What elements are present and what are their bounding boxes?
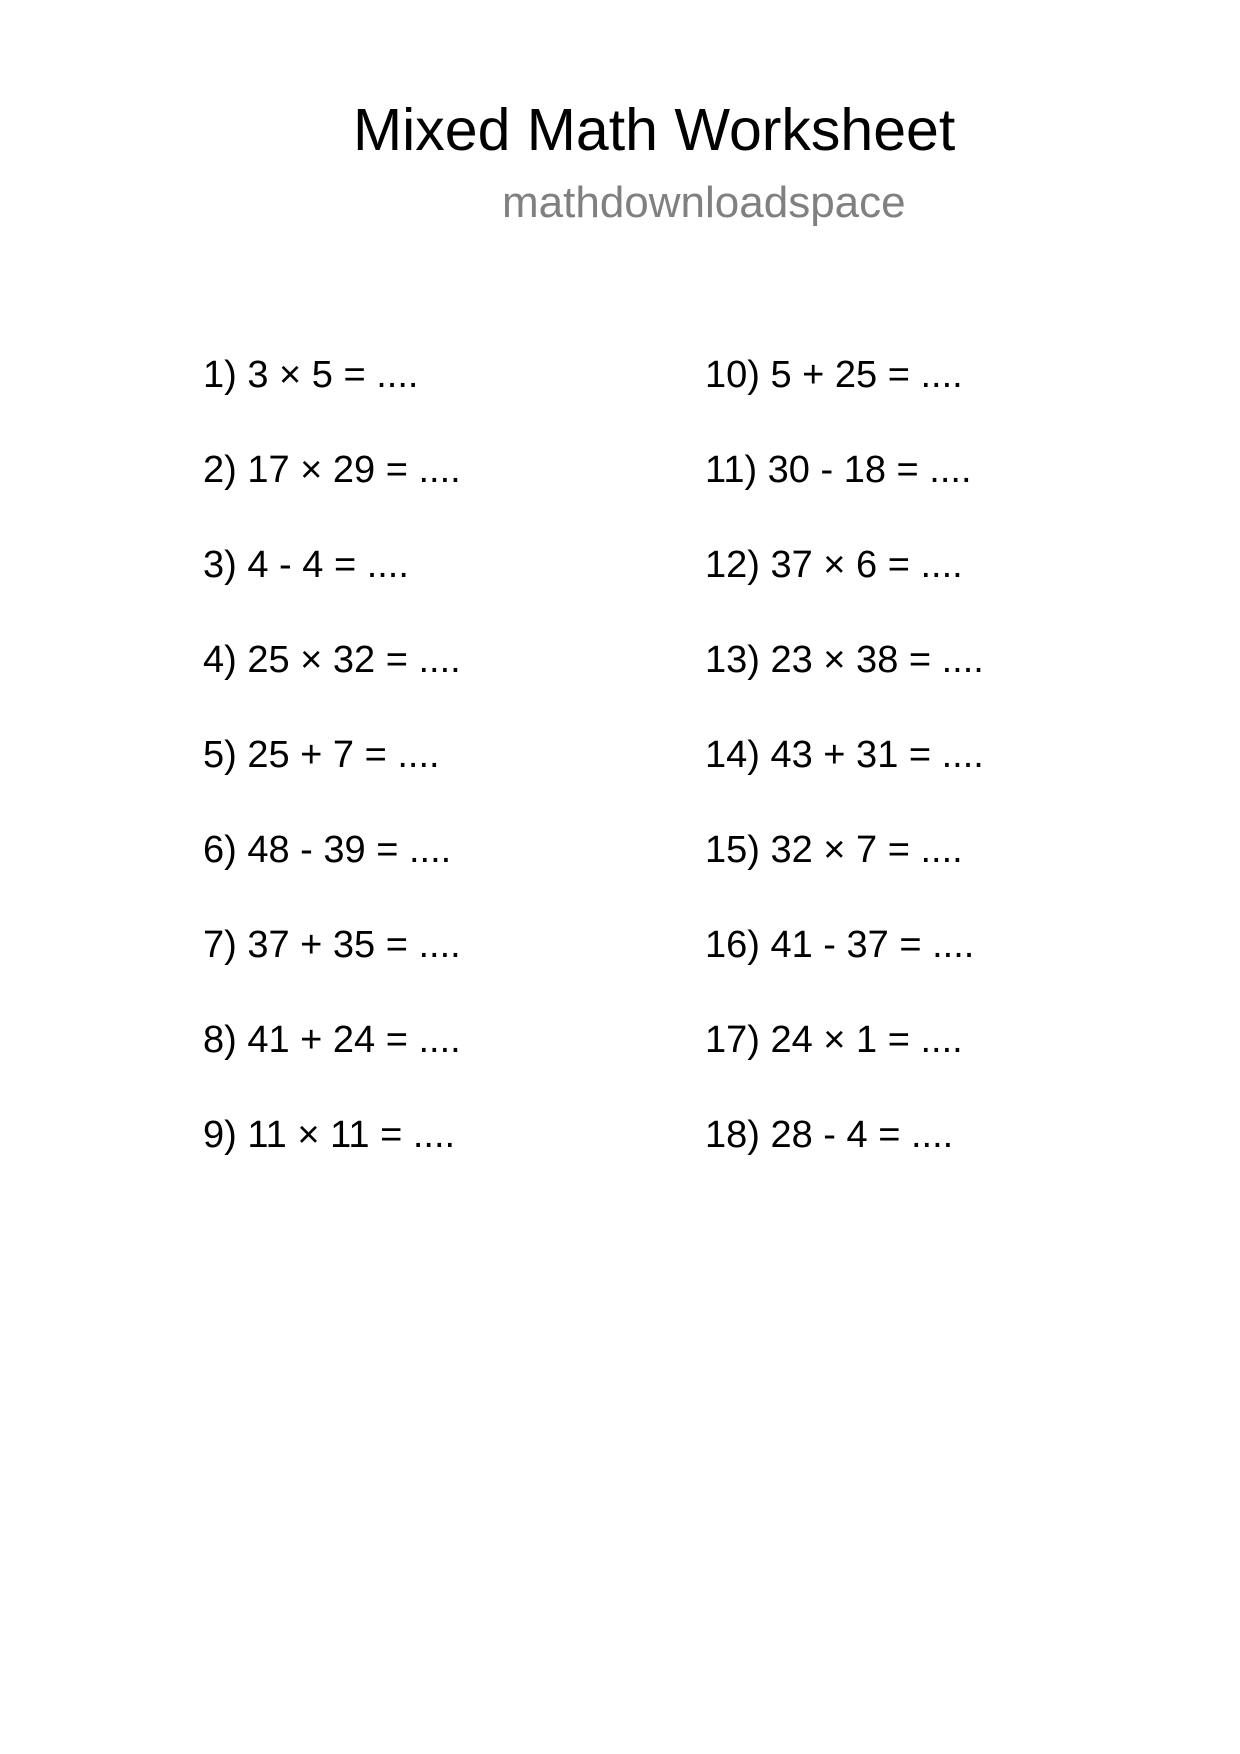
problem-item: 11) 30 - 18 = .... bbox=[705, 449, 972, 491]
problem-item: 8) 41 + 24 = .... bbox=[203, 1019, 461, 1061]
problem-item: 17) 24 × 1 = .... bbox=[705, 1019, 963, 1061]
problem-item: 18) 28 - 4 = .... bbox=[705, 1114, 954, 1156]
problem-item: 14) 43 + 31 = .... bbox=[705, 734, 984, 776]
problem-item: 5) 25 + 7 = .... bbox=[203, 734, 440, 776]
problem-item: 9) 11 × 11 = .... bbox=[203, 1114, 456, 1156]
worksheet-subtitle: mathdownloadspace bbox=[502, 178, 906, 227]
problem-item: 13) 23 × 38 = .... bbox=[705, 639, 984, 681]
problem-item: 1) 3 × 5 = .... bbox=[203, 354, 419, 396]
problem-item: 6) 48 - 39 = .... bbox=[203, 829, 452, 871]
problem-item: 3) 4 - 4 = .... bbox=[203, 544, 409, 586]
problem-item: 12) 37 × 6 = .... bbox=[705, 544, 963, 586]
problem-item: 10) 5 + 25 = .... bbox=[705, 354, 963, 396]
problem-item: 7) 37 + 35 = .... bbox=[203, 924, 461, 966]
problem-column-left bbox=[203, 356, 461, 1211]
worksheet-title: Mixed Math Worksheet bbox=[353, 97, 956, 163]
problem-item: 2) 17 × 29 = .... bbox=[203, 449, 461, 491]
problem-item: 16) 41 - 37 = .... bbox=[705, 924, 975, 966]
problem-item: 4) 25 × 32 = .... bbox=[203, 639, 461, 681]
problem-item: 15) 32 × 7 = .... bbox=[705, 829, 963, 871]
problem-column-right bbox=[705, 356, 984, 1211]
